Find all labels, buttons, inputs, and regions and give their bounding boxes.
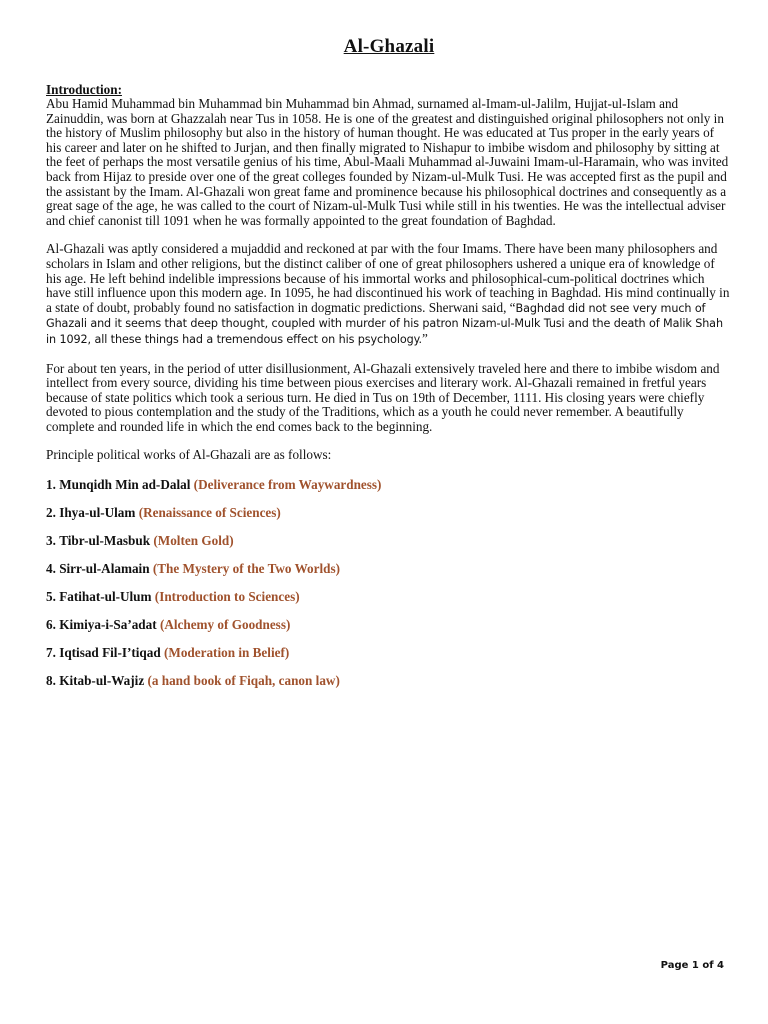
list-item (46, 477, 732, 492)
list-item (46, 589, 732, 604)
work-translation: (Molten Gold) (153, 533, 234, 549)
sherwani-quote: Baghdad did not see very much of Ghazali and it seems that deep thought, coupled with murder of his patron Nizam-ul-Mulk Tusi and the death of Malik Shah in 1092, all these things had a tremendous effect on his psychology. (46, 301, 723, 346)
work-title: Tibr-ul-Masbuk (59, 533, 151, 549)
list-item (46, 533, 732, 548)
work-number: 4. (46, 561, 56, 577)
work-title: Fatihat-ul-Ulum (59, 589, 152, 605)
works-list (46, 477, 732, 688)
work-title: Ihya-ul-Ulam (59, 505, 136, 521)
paragraph-2-text: Al-Ghazali was aptly considered a mujaddid and reckoned at par with the four Imams. There have been many philosophers and scholars in Islam and other religions, but the distinct caliber of one of great philosophers ushered a unique era of knowledge of his age. He left behind indelible impressions because of his immortal works and philosophical-cum-political doctrines which have still influence upon this modern age. In 1095, he had discontinued his work of teaching in Baghdad. His mind continually in a state of doubt, probably found no satisfaction in dogmatic predictions. Sherwani said, “ (46, 241, 730, 315)
work-title: Sirr-ul-Alamain (59, 561, 150, 577)
work-number: 7. (46, 645, 56, 661)
work-title: Kitab-ul-Wajiz (59, 673, 145, 689)
document-page (46, 36, 732, 701)
work-number: 5. (46, 589, 56, 605)
work-number: 6. (46, 617, 56, 633)
work-number: 1. (46, 477, 56, 493)
list-item (46, 673, 732, 688)
paragraph-2 (46, 242, 732, 347)
work-title: Munqidh Min ad-Dalal (59, 477, 191, 493)
work-title: Kimiya-i-Sa’adat (59, 617, 157, 633)
page-title: Al-Ghazali (343, 36, 435, 57)
work-translation: (Alchemy of Goodness) (159, 617, 291, 633)
work-number: 2. (46, 505, 56, 521)
paragraph-2-closing: ” (421, 330, 428, 346)
paragraph-1: Abu Hamid Muhammad bin Muhammad bin Muhammad bin Ahmad, surnamed al-Imam-ul-Jalilm, Hujjat-ul-Islam and Zainuddin, was born at Ghazzalah near Tus in 1058. He is one of the greatest and distinguished original philosophers not only in the history of Muslim philosophy but also in the history of human thought. He was educated at Tus proper in the early years of his career and later on he shifted to Jurjan, and then finally migrated to Nishapur to imbibe wisdom and philosophy by sitting at the feet of perhaps the most versatile genius of his time, Abul-Maali Muhammad al-Juwaini Imam-ul-Haramain, who was invited back from Hijaz to preside over one of the great colleges founded by Nizam-ul-Mulk Tusi. He was accepted first as the pupil and the assistant by the Imam. Al-Ghazali won great fame and prominence because his philosophical doctrines and consequently as a great sage of the age, he was called to the court of Nizam-ul-Mulk Tusi while still in his twenties. He was the intellectual adviser and chief canonist till 1091 when he was formally appointed to the great foundation of Baghdad. (46, 96, 729, 228)
work-number: 3. (46, 533, 56, 549)
paragraph-3: For about ten years, in the period of utter disillusionment, Al-Ghazali extensively traveled here and there to imbibe wisdom and intellect from every source, dividing his time between pious exercises and literary work. Al-Ghazali remained in fretful years because of state politics which took a serious turn. He died in Tus on 19th of December, 1111. His closing years were chiefly devoted to pious contemplation and the study of the Traditions, which as a youth he could never remember. A beautifully complete and rounded life in which the end comes back to the beginning. (46, 360, 720, 434)
work-translation: (The Mystery of the Two Worlds) (152, 561, 341, 577)
page-number-footer: Page 1 of 4 (660, 960, 724, 971)
work-translation: (Renaissance of Sciences) (138, 505, 281, 521)
section-heading-introduction: Introduction: (46, 82, 122, 97)
work-translation: (Introduction to Sciences) (154, 589, 300, 605)
paragraph-4: Principle political works of Al-Ghazali are as follows: (46, 447, 332, 463)
list-item (46, 617, 732, 632)
list-item (46, 505, 732, 520)
work-translation: (Deliverance from Waywardness) (193, 477, 382, 493)
list-item (46, 645, 732, 660)
work-number: 8. (46, 673, 56, 689)
work-translation: (a hand book of Fiqah, canon law) (147, 673, 340, 689)
list-item (46, 561, 732, 576)
work-translation: (Moderation in Belief) (163, 645, 290, 661)
work-title: Iqtisad Fil-I’tiqad (59, 645, 161, 661)
